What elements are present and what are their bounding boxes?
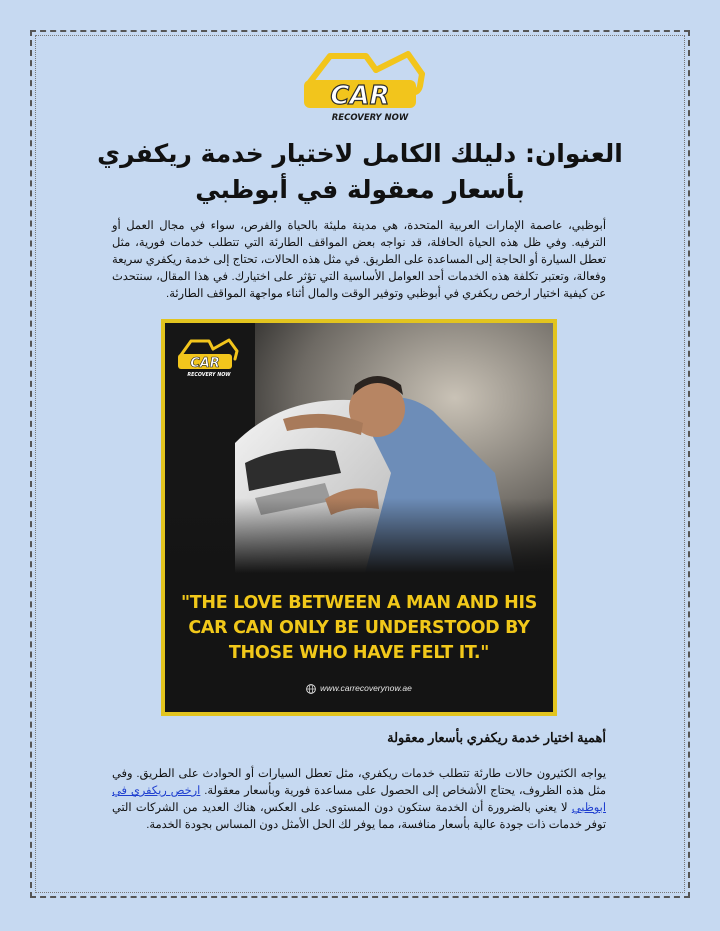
- logo-main-text: CAR: [330, 81, 390, 111]
- poster-logo-main-text: CAR: [190, 356, 220, 371]
- promo-poster: [161, 319, 557, 716]
- poster-website-text: www.carrecoverynow.ae: [320, 683, 412, 693]
- poster-quote: "THE LOVE BETWEEN A MAN AND HIS CAR CAN ONLY BE UNDERSTOOD BY THOSE WHO HAVE FELT IT.": [180, 593, 538, 663]
- poster-logo: [175, 335, 241, 379]
- car-recovery-logo: [296, 44, 436, 126]
- poster-website[interactable]: [165, 683, 553, 694]
- body-paragraph-part1: يواجه الكثيرون حالات طارئة تتطلب خدمات ريكفري، مثل تعطل السيارات أو الحوادث على الطريق. وفي مثل هذه الظروف، يحتاج الأشخاص إلى الحصول على مساعدة فورية وبأسعار معقولة.: [112, 768, 606, 797]
- section-heading: أهمية اختيار خدمة ريكفري بأسعار معقولة: [387, 730, 606, 745]
- poster-logo-sub-text: RECOVERY NOW: [187, 373, 231, 378]
- body-paragraph: [112, 766, 606, 834]
- body-paragraph-part2: لا يعني بالضرورة أن الخدمة ستكون دون المستوى. على العكس، هناك العديد من الشركات التي توفر خدمات ذات جودة عالية بأسعار منافسة، مما يوفر لك الحل الأمثل دون المساس بجودة الخدمة.: [112, 802, 606, 831]
- intro-paragraph: أبوظبي، عاصمة الإمارات العربية المتحدة، هي مدينة مليئة بالحياة والفرص، سواء في مجال العمل أو الترفيه. وفي ظل هذه الحياة الحافلة، قد نواجه بعض المواقف الطارئة التي تتطلب خدمات فورية، مثل تعطل السيارة أو الحاجة إلى المساعدة على الطريق. في مثل هذه الحالات، تحتاج إلى خدمة ريكفري سريعة وفعالة، وتعتبر تكلفة هذه الخدمات أحد العوامل الأساسية التي تؤثر على اختيارك. في هذا المقال، سنتحدث عن كيفية اختيار ارخص ريكفري في أبوظبي وتوفير الوقت والمال أثناء مواجهة المواقف الطارئة.: [112, 220, 606, 300]
- logo-sub-text: RECOVERY NOW: [331, 113, 409, 123]
- page-title: العنوان: دليلك الكامل لاختيار خدمة ريكفري بأسعار معقولة في أبوظبي: [97, 139, 623, 204]
- cheapest-recovery-link[interactable]: ارخص ريكفري في ابوظبي: [112, 785, 606, 814]
- globe-icon: [306, 684, 316, 694]
